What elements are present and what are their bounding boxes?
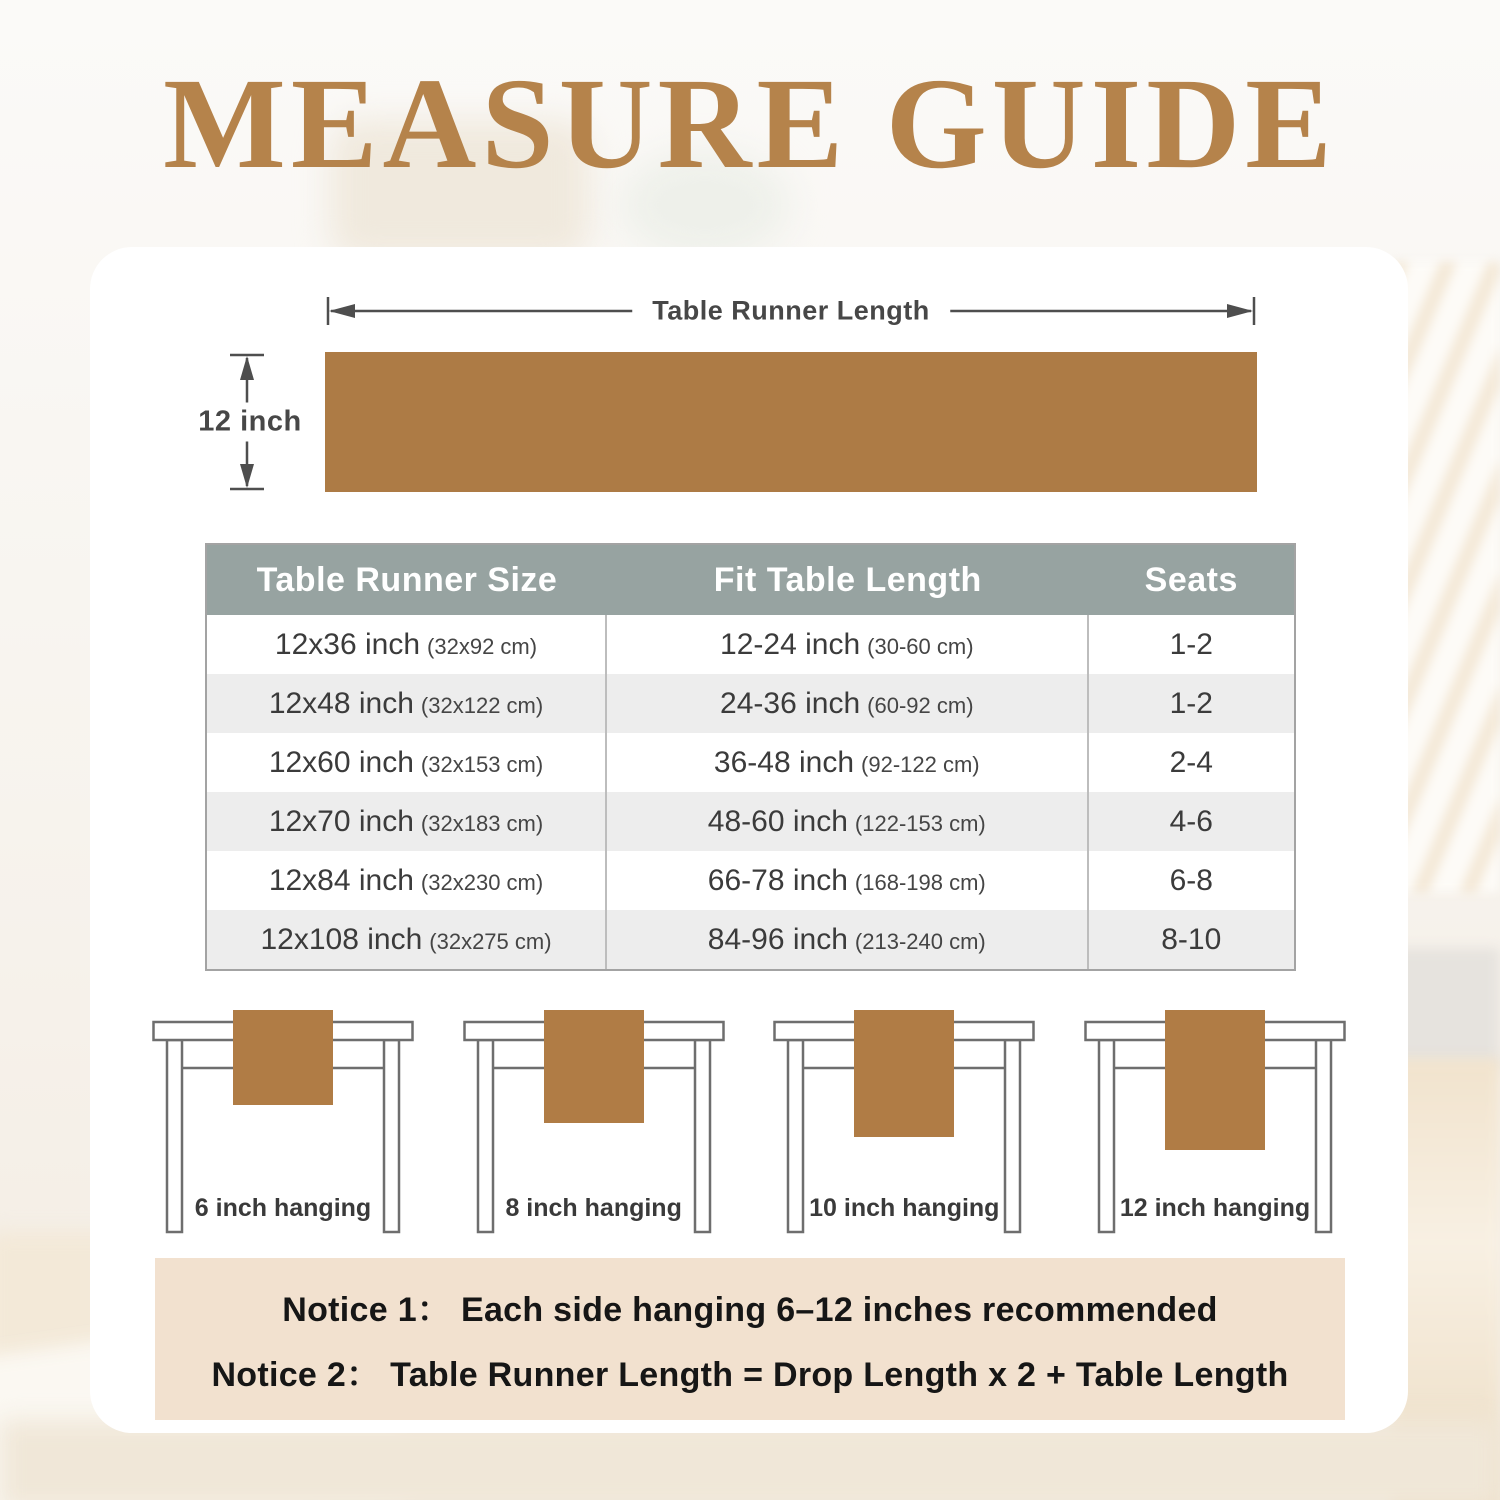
column-header-seats: Seats bbox=[1144, 560, 1238, 599]
fit-length-cell: 66-78 inch (168-198 cm) bbox=[607, 851, 1089, 910]
size-chart-header bbox=[207, 545, 1294, 615]
table-runner-swatch bbox=[325, 352, 1257, 492]
seats-cell: 4-6 bbox=[1169, 804, 1213, 838]
seats-cell: 2-4 bbox=[1169, 745, 1213, 779]
table-row bbox=[207, 792, 1294, 851]
content-card bbox=[90, 247, 1408, 1433]
hanging-label: 10 inch hanging bbox=[809, 1194, 1000, 1222]
seats-cell: 8-10 bbox=[1161, 922, 1222, 956]
hanging-illustrations bbox=[90, 1009, 1408, 1255]
notice-line-2: Notice 2： Table Runner Length = Drop Length x 2 + Table Length bbox=[211, 1356, 1289, 1394]
column-header-size: Table Runner Size bbox=[256, 560, 558, 599]
runner-size-cell: 12x70 inch (32x183 cm) bbox=[207, 792, 607, 851]
length-dimension-label: Table Runner Length bbox=[632, 296, 950, 327]
fit-length-cell: 48-60 inch (122-153 cm) bbox=[607, 792, 1089, 851]
seats-cell: 1-2 bbox=[1169, 627, 1213, 661]
notice-line-1: Notice 1： Each side hanging 6–12 inches recommended bbox=[282, 1291, 1218, 1329]
runner-size-cell: 12x84 inch (32x230 cm) bbox=[207, 851, 607, 910]
seats-cell: 6-8 bbox=[1169, 863, 1213, 897]
hanging-label: 12 inch hanging bbox=[1119, 1194, 1311, 1222]
fit-length-cell: 84-96 inch (213-240 cm) bbox=[607, 910, 1089, 969]
runner-size-cell: 12x36 inch (32x92 cm) bbox=[207, 615, 607, 674]
length-dimension bbox=[325, 293, 1257, 329]
width-dimension-label: 12 inch bbox=[192, 403, 307, 442]
size-chart bbox=[205, 543, 1296, 971]
table-row bbox=[207, 733, 1294, 792]
fit-length-cell: 12-24 inch (30-60 cm) bbox=[607, 615, 1089, 674]
notice-box bbox=[155, 1258, 1345, 1420]
table-illustration-6in bbox=[152, 1009, 414, 1255]
width-dimension bbox=[190, 352, 310, 492]
column-header-fit: Fit Table Length bbox=[713, 560, 982, 599]
table-row bbox=[207, 851, 1294, 910]
hanging-label: 6 inch hanging bbox=[194, 1194, 372, 1222]
fit-length-cell: 36-48 inch (92-122 cm) bbox=[607, 733, 1089, 792]
table-row bbox=[207, 910, 1294, 969]
runner-size-cell: 12x108 inch (32x275 cm) bbox=[207, 910, 607, 969]
background-table-edge bbox=[1392, 948, 1500, 1068]
background-chair-right bbox=[1392, 262, 1500, 892]
page-title: MEASURE GUIDE bbox=[163, 52, 1337, 196]
table-row bbox=[207, 674, 1294, 733]
fit-length-cell: 24-36 inch (60-92 cm) bbox=[607, 674, 1089, 733]
table-row bbox=[207, 615, 1294, 674]
runner-size-cell: 12x48 inch (32x122 cm) bbox=[207, 674, 607, 733]
hanging-label: 8 inch hanging bbox=[505, 1194, 682, 1222]
table-illustration-8in bbox=[463, 1009, 725, 1255]
table-illustration-10in bbox=[773, 1009, 1035, 1255]
seats-cell: 1-2 bbox=[1169, 686, 1213, 720]
table-illustration-12in bbox=[1084, 1009, 1346, 1255]
runner-size-cell: 12x60 inch (32x153 cm) bbox=[207, 733, 607, 792]
